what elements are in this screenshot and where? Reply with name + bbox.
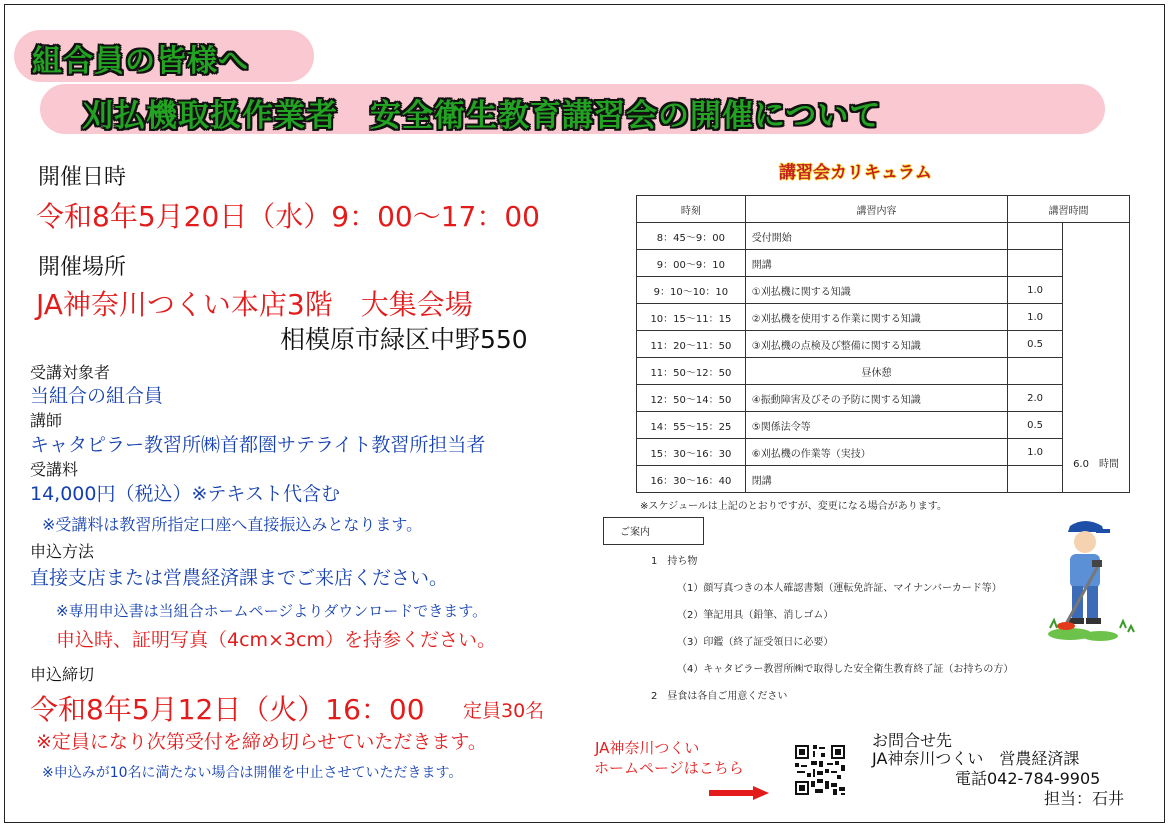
column-header-hours: 講習時間	[1008, 196, 1130, 223]
venue-value: JA神奈川つくい本店3階 大集会場	[36, 288, 473, 321]
table-row	[637, 304, 1130, 331]
row-content: ⑥刈払機の作業等（実技）	[745, 439, 1007, 466]
table-row	[637, 439, 1130, 466]
row-hours	[1008, 358, 1063, 385]
deadline-note-cancel: ※申込みが10名に満たない場合は開催を中止させていただきます。	[42, 765, 463, 781]
contact-org: JA神奈川つくい 営農経済課	[872, 749, 1080, 768]
table-row	[637, 358, 1130, 385]
row-hours: 1.0	[1008, 277, 1063, 304]
header-title-1: 組合員の皆様へ	[32, 44, 249, 79]
homepage-link-line2[interactable]: ホームページはこちら	[594, 759, 744, 777]
column-header-content: 講習内容	[745, 196, 1007, 223]
table-row	[637, 223, 1130, 250]
curriculum-title: 講習会カリキュラム	[779, 163, 932, 183]
table-row	[637, 277, 1130, 304]
venue-label: 開催場所	[38, 255, 127, 280]
row-content: ①刈払機に関する知識	[745, 277, 1007, 304]
deadline-note-capacity: ※定員になり次第受付を締め切らせていただきます。	[36, 731, 487, 753]
deadline-value: 令和8年5月12日（火）16：00	[30, 693, 425, 726]
row-content: 受付開始	[745, 223, 1007, 250]
row-time: 11：20～11：50	[637, 331, 746, 358]
column-header-time: 時刻	[637, 196, 746, 223]
date-label: 開催日時	[38, 165, 127, 190]
contact-phone: 電話042-784-9905	[955, 769, 1101, 788]
instructor-value: キャタピラー教習所㈱首都圏サテライト教習所担当者	[30, 434, 486, 456]
guide-sub-seal: （3）印鑑（終了証受領日に必要）	[677, 637, 834, 648]
fee-label: 受講料	[30, 460, 79, 479]
row-hours: 2.0	[1008, 385, 1063, 412]
guide-label-box	[603, 517, 704, 545]
row-content: 昼休憩	[745, 358, 1007, 385]
table-header-row	[637, 196, 1130, 223]
row-hours: 1.0	[1008, 304, 1063, 331]
contact-title: お問合せ先	[872, 731, 953, 750]
row-hours: 1.0	[1008, 439, 1063, 466]
row-time: 16：30～16：40	[637, 466, 746, 493]
fee-value: 14,000円（税込）※テキスト代含む	[30, 483, 341, 505]
apply-note-photo: 申込時、証明写真（4cm×3cm）を持参ください。	[56, 629, 497, 651]
qr-code-icon[interactable]	[795, 745, 845, 795]
header-title-2: 刈払機取扱作業者 安全衛生教育講習会の開催について	[82, 98, 882, 134]
row-content: ③刈払機の点検及び整備に関する知識	[745, 331, 1007, 358]
row-time: 12：50～14：50	[637, 385, 746, 412]
row-content: 閉講	[745, 466, 1007, 493]
apply-note-download: ※専用申込書は当組合ホームページよりダウンロードできます。	[56, 602, 488, 620]
apply-label: 申込方法	[30, 542, 95, 561]
row-time: 11：50～12：50	[637, 358, 746, 385]
row-content: ④振動障害及びその予防に関する知識	[745, 385, 1007, 412]
row-time: 14：55～15：25	[637, 412, 746, 439]
right-arrow-icon	[709, 786, 769, 800]
capacity: 定員30名	[463, 700, 545, 722]
row-content: ⑤関係法令等	[745, 412, 1007, 439]
guide-sub-stationery: （2）筆記用具（鉛筆、消しゴム）	[677, 610, 834, 621]
brush-cutter-worker-illustration	[1040, 516, 1150, 646]
table-row	[637, 385, 1130, 412]
instructor-label: 講師	[30, 411, 63, 430]
apply-value: 直接支店または営農経済課までご来店ください。	[30, 567, 449, 589]
target-label: 受講対象者	[30, 363, 111, 382]
guide-item-belongings: 1 持ち物	[651, 556, 698, 567]
venue-address: 相模原市緑区中野550	[280, 325, 528, 354]
row-hours	[1008, 250, 1063, 277]
guide-sub-certificate: （4）キャタピラー教習所㈱で取得した安全衛生教育終了証（お持ちの方）	[677, 664, 1014, 675]
date-value: 令和8年5月20日（水）9：00～17：00	[36, 200, 540, 233]
row-content: 開講	[745, 250, 1007, 277]
deadline-label: 申込締切	[30, 665, 95, 684]
guide-label: ご案内	[620, 527, 650, 538]
row-content: ②刈払機を使用する作業に関する知識	[745, 304, 1007, 331]
row-hours: 0.5	[1008, 412, 1063, 439]
homepage-link-line1[interactable]: JA神奈川つくい	[595, 739, 700, 757]
row-time: 15：30～16：30	[637, 439, 746, 466]
total-hours	[1063, 223, 1130, 493]
table-row	[637, 466, 1130, 493]
curriculum-table	[636, 195, 1130, 493]
row-hours	[1008, 466, 1063, 493]
contact-person: 担当：石井	[1044, 789, 1125, 808]
schedule-footnote: ※スケジュールは上記のとおりですが、変更になる場合があります。	[640, 501, 947, 512]
row-time: 10：15～11：15	[637, 304, 746, 331]
row-time: 9：00～9：10	[637, 250, 746, 277]
row-time: 9：10～10：10	[637, 277, 746, 304]
row-time: 8：45～9：00	[637, 223, 746, 250]
table-row	[637, 331, 1130, 358]
guide-item-lunch: 2 昼食は各自ご用意ください	[651, 691, 788, 702]
total-hours-text: 6.0 時間	[1073, 459, 1119, 470]
row-hours	[1008, 223, 1063, 250]
fee-note: ※受講料は教習所指定口座へ直接振込みとなります。	[42, 515, 423, 534]
guide-sub-id: （1）顔写真つきの本人確認書類（運転免許証、マイナンバーカード等）	[677, 583, 1002, 594]
table-row	[637, 412, 1130, 439]
target-value: 当組合の組合員	[30, 385, 164, 407]
table-row	[637, 250, 1130, 277]
row-hours: 0.5	[1008, 331, 1063, 358]
